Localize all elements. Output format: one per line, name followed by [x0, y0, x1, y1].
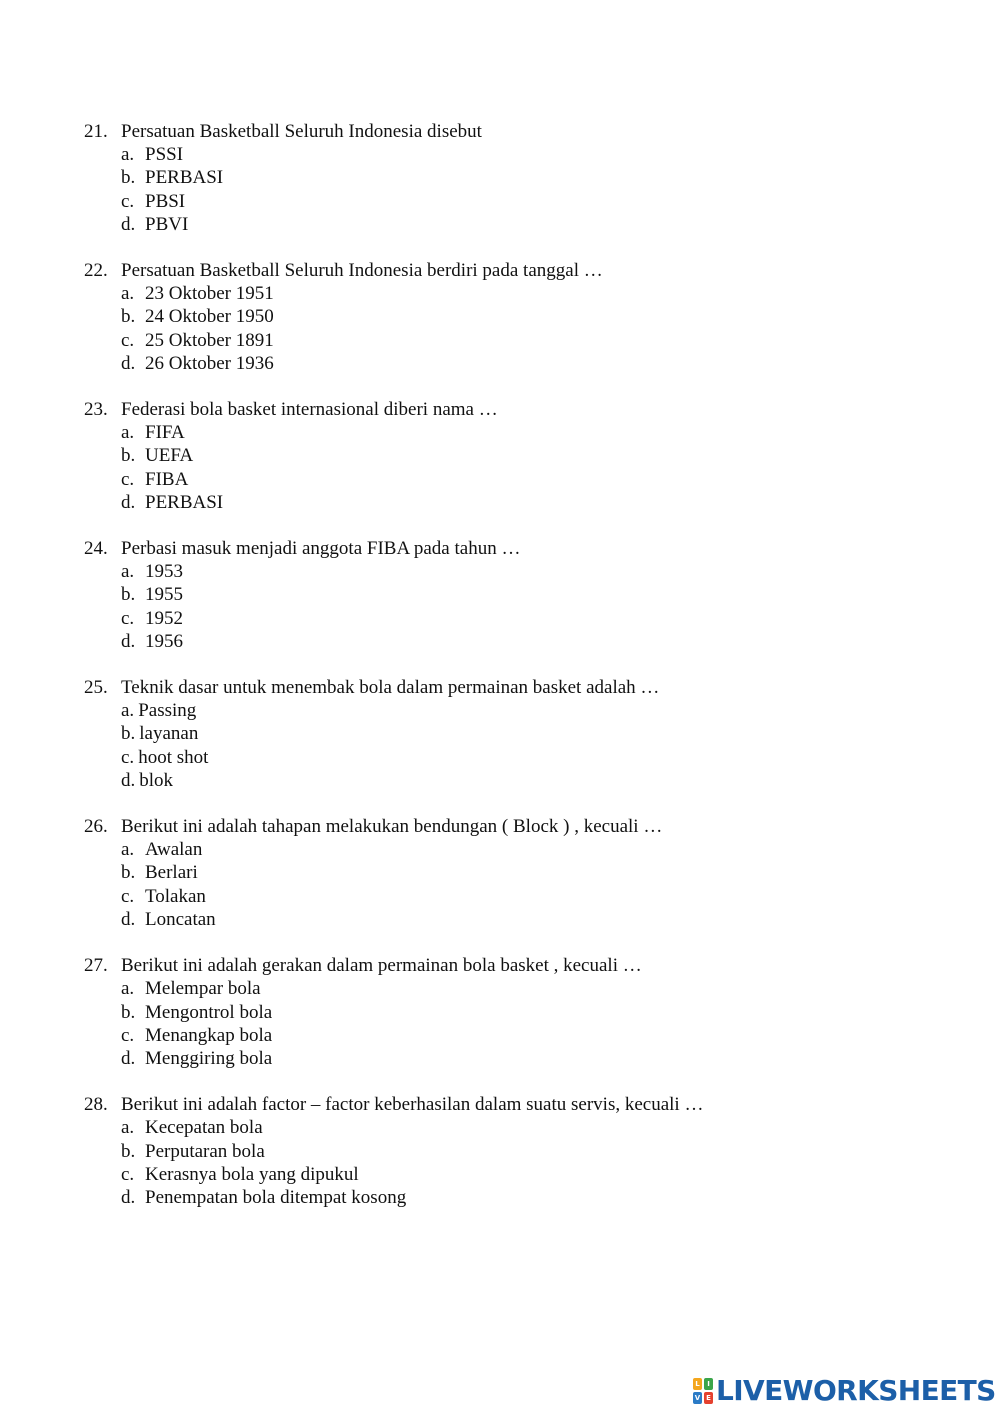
- option-d: [121, 491, 944, 514]
- question-26: [84, 815, 944, 931]
- option-b: [121, 305, 944, 328]
- option-text: FIBA: [145, 468, 189, 490]
- option-text: Melempar bola: [145, 978, 261, 1000]
- option-a: [121, 838, 944, 861]
- option-text: layanan: [139, 723, 199, 745]
- question-number: 26.: [84, 816, 108, 838]
- option-b: [121, 1001, 944, 1024]
- question-number: 27.: [84, 955, 108, 977]
- option-letter: b.: [121, 1001, 136, 1023]
- option-letter: c.: [121, 1024, 135, 1046]
- option-letter: a.: [121, 978, 135, 1000]
- options-list: [84, 1116, 944, 1209]
- option-c: [121, 468, 944, 491]
- option-text: Penempatan bola ditempat kosong: [145, 1186, 407, 1208]
- question-number: 24.: [84, 538, 108, 560]
- option-text: Awalan: [145, 839, 203, 861]
- question-line: [84, 676, 944, 699]
- option-b: [121, 166, 944, 189]
- question-text: Berikut ini adalah gerakan dalam permainan bola basket , kecuali …: [121, 955, 642, 977]
- option-a: [121, 143, 944, 166]
- logo-square-i: I: [704, 1378, 713, 1390]
- option-letter: b.: [121, 862, 136, 884]
- option-text: 26 Oktober 1936: [145, 352, 274, 374]
- question-text: Federasi bola basket internasional diberi nama …: [121, 399, 498, 421]
- option-text: Berlari: [145, 862, 198, 884]
- options-list: [84, 560, 944, 653]
- question-21: [84, 120, 944, 236]
- question-text: Perbasi masuk menjadi anggota FIBA pada tahun …: [121, 538, 521, 560]
- option-text: Kecepatan bola: [145, 1117, 263, 1139]
- option-text: 23 Oktober 1951: [145, 283, 274, 305]
- option-letter: d.: [121, 630, 136, 652]
- question-text: Berikut ini adalah tahapan melakukan bendungan ( Block ) , kecuali …: [121, 816, 663, 838]
- option-text: 25 Oktober 1891: [145, 329, 274, 351]
- option-text: PBSI: [145, 190, 186, 212]
- option-d: [121, 908, 944, 931]
- option-text: PERBASI: [145, 167, 224, 189]
- option-letter: b.: [121, 306, 136, 328]
- option-b: [121, 583, 944, 606]
- option-d: [121, 1047, 944, 1070]
- options-list: [84, 282, 944, 375]
- question-line: [84, 259, 944, 282]
- option-text: 1952: [145, 607, 183, 629]
- option-letter: d.: [121, 908, 136, 930]
- option-d: [121, 352, 944, 375]
- option-d: [121, 1186, 944, 1209]
- question-23: [84, 398, 944, 514]
- option-text: Tolakan: [145, 885, 206, 907]
- option-letter: a.: [121, 1117, 135, 1139]
- question-number: 23.: [84, 399, 108, 421]
- option-letter: d.: [121, 491, 136, 513]
- options-list: [84, 699, 944, 792]
- option-b: [121, 722, 944, 745]
- option-letter: d.: [121, 1186, 136, 1208]
- option-letter: c.: [121, 746, 135, 768]
- option-letter: d.: [121, 769, 136, 791]
- option-letter: a.: [121, 144, 135, 166]
- option-text: Kerasnya bola yang dipukul: [145, 1163, 359, 1185]
- option-text: Mengontrol bola: [145, 1001, 273, 1023]
- option-text: 1953: [145, 561, 183, 583]
- option-letter: b.: [121, 167, 136, 189]
- option-letter: a.: [121, 283, 135, 305]
- question-25: [84, 676, 944, 792]
- option-letter: b.: [121, 445, 136, 467]
- logo-square-v: V: [694, 1394, 701, 1402]
- option-b: [121, 1140, 944, 1163]
- question-28: [84, 1093, 944, 1209]
- option-letter: b.: [121, 584, 136, 606]
- option-letter: d.: [121, 213, 136, 235]
- option-text: Menangkap bola: [145, 1024, 273, 1046]
- option-text: UEFA: [145, 445, 194, 467]
- option-text: Passing: [138, 700, 197, 722]
- option-c: [121, 190, 944, 213]
- option-c: [121, 607, 944, 630]
- question-line: [84, 1093, 944, 1116]
- question-number: 22.: [84, 260, 108, 282]
- worksheet: [84, 120, 944, 1232]
- question-number: 25.: [84, 677, 108, 699]
- option-text: PBVI: [145, 213, 189, 235]
- liveworksheets-brand: [693, 1374, 996, 1408]
- options-list: [84, 143, 944, 236]
- question-number: 28.: [84, 1094, 108, 1116]
- option-letter: a.: [121, 561, 135, 583]
- option-text: Loncatan: [145, 908, 216, 930]
- option-text: FIFA: [145, 422, 185, 444]
- question-24: [84, 537, 944, 653]
- option-letter: c.: [121, 468, 135, 490]
- option-c: [121, 1163, 944, 1186]
- question-line: [84, 120, 944, 143]
- option-d: [121, 630, 944, 653]
- options-list: [84, 838, 944, 931]
- option-text: Menggiring bola: [145, 1047, 273, 1069]
- option-a: [121, 560, 944, 583]
- liveworksheets-logo-icon: [693, 1378, 713, 1404]
- option-b: [121, 861, 944, 884]
- options-list: [84, 421, 944, 514]
- option-a: [121, 977, 944, 1000]
- option-a: [121, 1116, 944, 1139]
- question-line: [84, 398, 944, 421]
- question-number: 21.: [84, 121, 108, 142]
- option-a: [121, 699, 944, 722]
- logo-square-l: L: [693, 1378, 702, 1390]
- option-text: blok: [139, 769, 174, 791]
- question-22: [84, 259, 944, 375]
- question-text: Persatuan Basketball Seluruh Indonesia berdiri pada tanggal …: [121, 260, 603, 282]
- option-letter: b.: [121, 1140, 136, 1162]
- option-text: 1956: [145, 630, 183, 652]
- option-letter: c.: [121, 329, 135, 351]
- question-text: Persatuan Basketball Seluruh Indonesia disebut: [121, 121, 482, 142]
- option-text: 1955: [145, 584, 183, 606]
- option-letter: d.: [121, 352, 136, 374]
- option-text: hoot shot: [138, 746, 209, 768]
- option-c: [121, 885, 944, 908]
- option-letter: c.: [121, 885, 135, 907]
- option-text: Perputaran bola: [145, 1140, 265, 1162]
- option-a: [121, 421, 944, 444]
- logo-square-e: E: [704, 1392, 713, 1404]
- option-d: [121, 213, 944, 236]
- option-text: PERBASI: [145, 491, 224, 513]
- question-line: [84, 537, 944, 560]
- option-c: [121, 746, 944, 769]
- question-text: Teknik dasar untuk menembak bola dalam permainan basket adalah …: [121, 677, 660, 699]
- option-letter: a.: [121, 839, 135, 861]
- option-letter: a.: [121, 700, 135, 722]
- option-c: [121, 329, 944, 352]
- question-line: [84, 954, 944, 977]
- option-a: [121, 282, 944, 305]
- option-letter: c.: [121, 190, 135, 212]
- brand-name: LIVEWORKSHEETS: [716, 1374, 996, 1407]
- option-letter: c.: [121, 607, 135, 629]
- question-line: [84, 815, 944, 838]
- option-d: [121, 769, 944, 792]
- option-c: [121, 1024, 944, 1047]
- option-text: PSSI: [145, 144, 184, 166]
- option-b: [121, 444, 944, 467]
- option-letter: c.: [121, 1163, 135, 1185]
- question-text: Berikut ini adalah factor – factor keberhasilan dalam suatu servis, kecuali …: [121, 1094, 704, 1116]
- option-text: 24 Oktober 1950: [145, 306, 274, 328]
- option-letter: b.: [121, 723, 136, 745]
- option-letter: a.: [121, 422, 135, 444]
- options-list: [84, 977, 944, 1070]
- question-27: [84, 954, 944, 1070]
- option-letter: d.: [121, 1047, 136, 1069]
